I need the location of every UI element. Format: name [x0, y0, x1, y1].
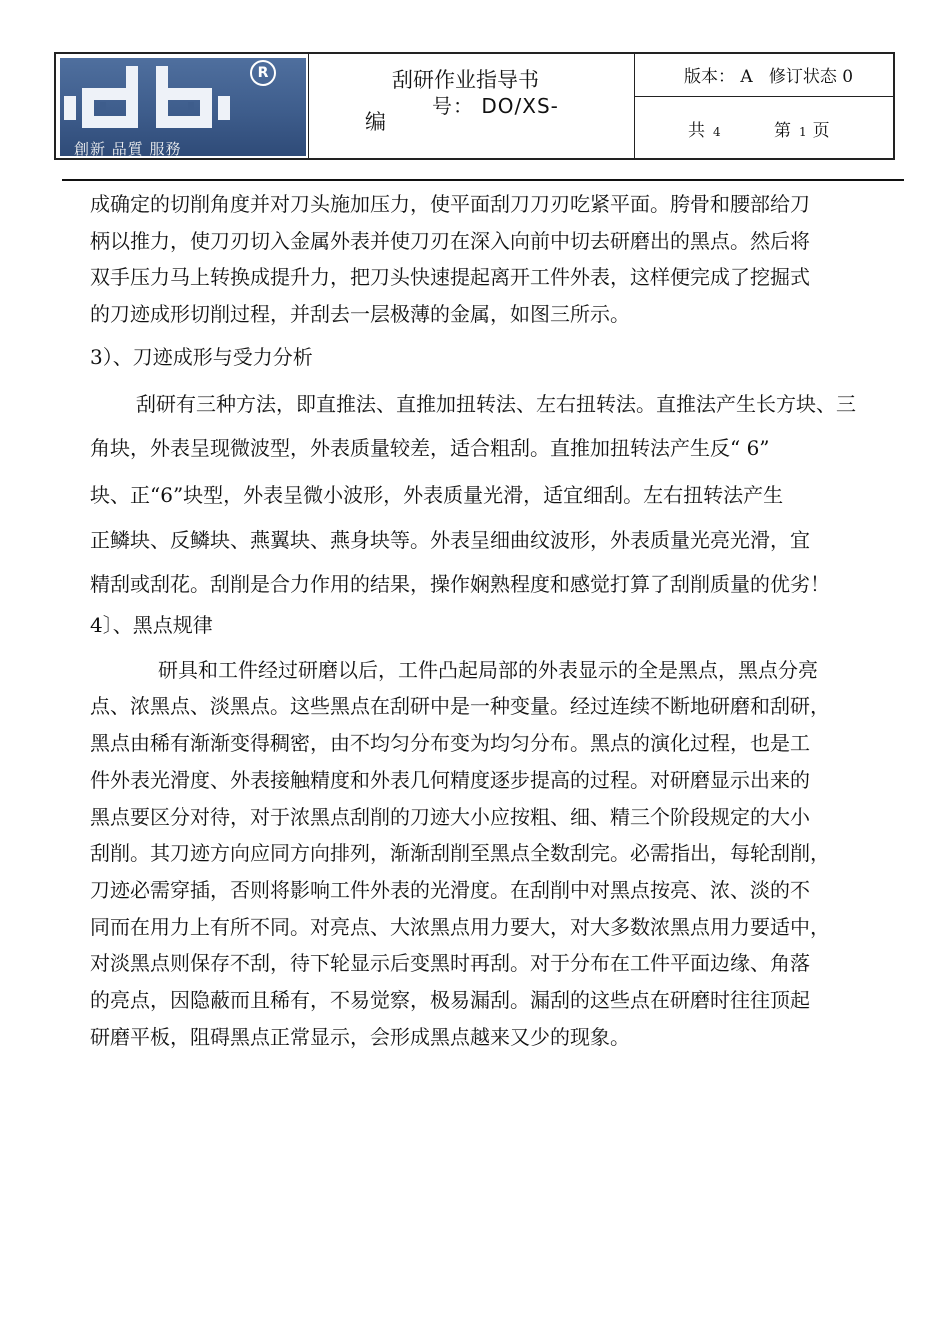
- document-code: 号： DO/XS-: [432, 94, 559, 118]
- body-line: 刮削。其刀迹方向应同方向排列，渐渐刮削至黑点全数刮完。必需指出，每轮刮削，: [90, 841, 830, 866]
- current-page: [774, 116, 830, 141]
- body-line: 刮研有三种方法，即直推法、直推加扭转法、左右扭转法。直推法产生长方块、三: [136, 391, 856, 416]
- total-pages: [688, 116, 721, 141]
- current-page-label-post: 页: [812, 121, 830, 141]
- header-divider-horizontal: [634, 96, 893, 97]
- total-pages-value: 4: [713, 125, 721, 139]
- body-line: 研磨平板，阻碍黑点正常显示，会形成黑点越来又少的现象。: [90, 1024, 630, 1049]
- body-line: 块、正“6”块型，外表呈微小波形，外表质量光滑，适宜细刮。左右扭转法产生: [90, 482, 784, 507]
- section-heading: 3）、刀迹成形与受力分析: [90, 344, 313, 369]
- body-line: 黑点要区分对待，对于浓黑点刮削的刀迹大小应按粗、细、精三个阶段规定的大小: [90, 804, 810, 829]
- body-line: 对淡黑点则保存不刮，待下轮显示后变黑时再刮。对于分布在工件平面边缘、角落: [90, 951, 810, 976]
- body-line: 的刀迹成形切削过程，并刮去一层极薄的金属，如图三所示。: [90, 302, 630, 327]
- total-pages-label: 共: [688, 121, 705, 141]
- header-rule: [62, 179, 904, 181]
- body-line: 精刮或刮花。刮削是合力作用的结果，操作娴熟程度和感觉打算了刮削质量的优劣！: [90, 572, 830, 597]
- body-line: 研具和工件经过研磨以后，工件凸起局部的外表显示的全是黑点，黑点分亮: [158, 657, 818, 682]
- document-code-prefix: 编: [365, 110, 386, 134]
- current-page-label-pre: 第: [774, 121, 791, 141]
- body-line: 柄以推力，使刀刃切入金属外表并使刀刃在深入向前中切去研磨出的黑点。然后将: [90, 228, 810, 253]
- body-line: 同而在用力上有所不同。对亮点、大浓黑点用力要大，对大多数浓黑点用力要适中，: [90, 914, 830, 939]
- current-page-value: 1: [799, 125, 807, 139]
- body-line: 成确定的切削角度并对刀头施加压力，使平面刮刀刀刃吃紧平面。胯骨和腰部给刀: [90, 192, 810, 216]
- version-status: 版本： A 修订状态 0: [684, 67, 854, 87]
- document-body: [90, 186, 898, 1055]
- body-line: 角块，外表呈现微波型，外表质量较差，适合粗刮。直推加扭转法产生反“ 6”: [90, 436, 770, 461]
- header-divider-left: [308, 54, 309, 158]
- body-line: 黑点由稀有渐渐变得稠密，由不均匀分布变为均匀分布。黑点的演化过程，也是工: [90, 731, 810, 756]
- logo-caption: 創新 品質 服務: [74, 140, 182, 158]
- section-heading: 4〕、黑点规律: [90, 613, 213, 638]
- body-line: 件外表光滑度、外表接触精度和外表几何精度逐步提高的过程。对研磨显示出来的: [90, 767, 810, 792]
- body-line: 双手压力马上转换成提升力，把刀头快速提起离开工件外表，这样便完成了挖掘式: [90, 265, 810, 290]
- body-line: 点、浓黑点、淡黑点。这些黑点在刮研中是一种变量。经过连续不断地研磨和刮研，: [90, 694, 830, 719]
- company-logo: [60, 58, 306, 156]
- header-divider-right: [634, 54, 635, 158]
- document-title: 刮研作业指导书: [392, 68, 539, 92]
- body-line: 刀迹必需穿插，否则将影响工件外表的光滑度。在刮削中对黑点按亮、浓、淡的不: [90, 877, 810, 902]
- registered-mark-icon: R: [250, 60, 276, 86]
- body-line: 的亮点，因隐蔽而且稀有，不易觉察，极易漏刮。漏刮的这些点在研磨时往往顶起: [90, 988, 810, 1013]
- body-line: 正鳞块、反鳞块、燕翼块、燕身块等。外表呈细曲纹波形，外表质量光亮光滑，宜: [90, 527, 810, 552]
